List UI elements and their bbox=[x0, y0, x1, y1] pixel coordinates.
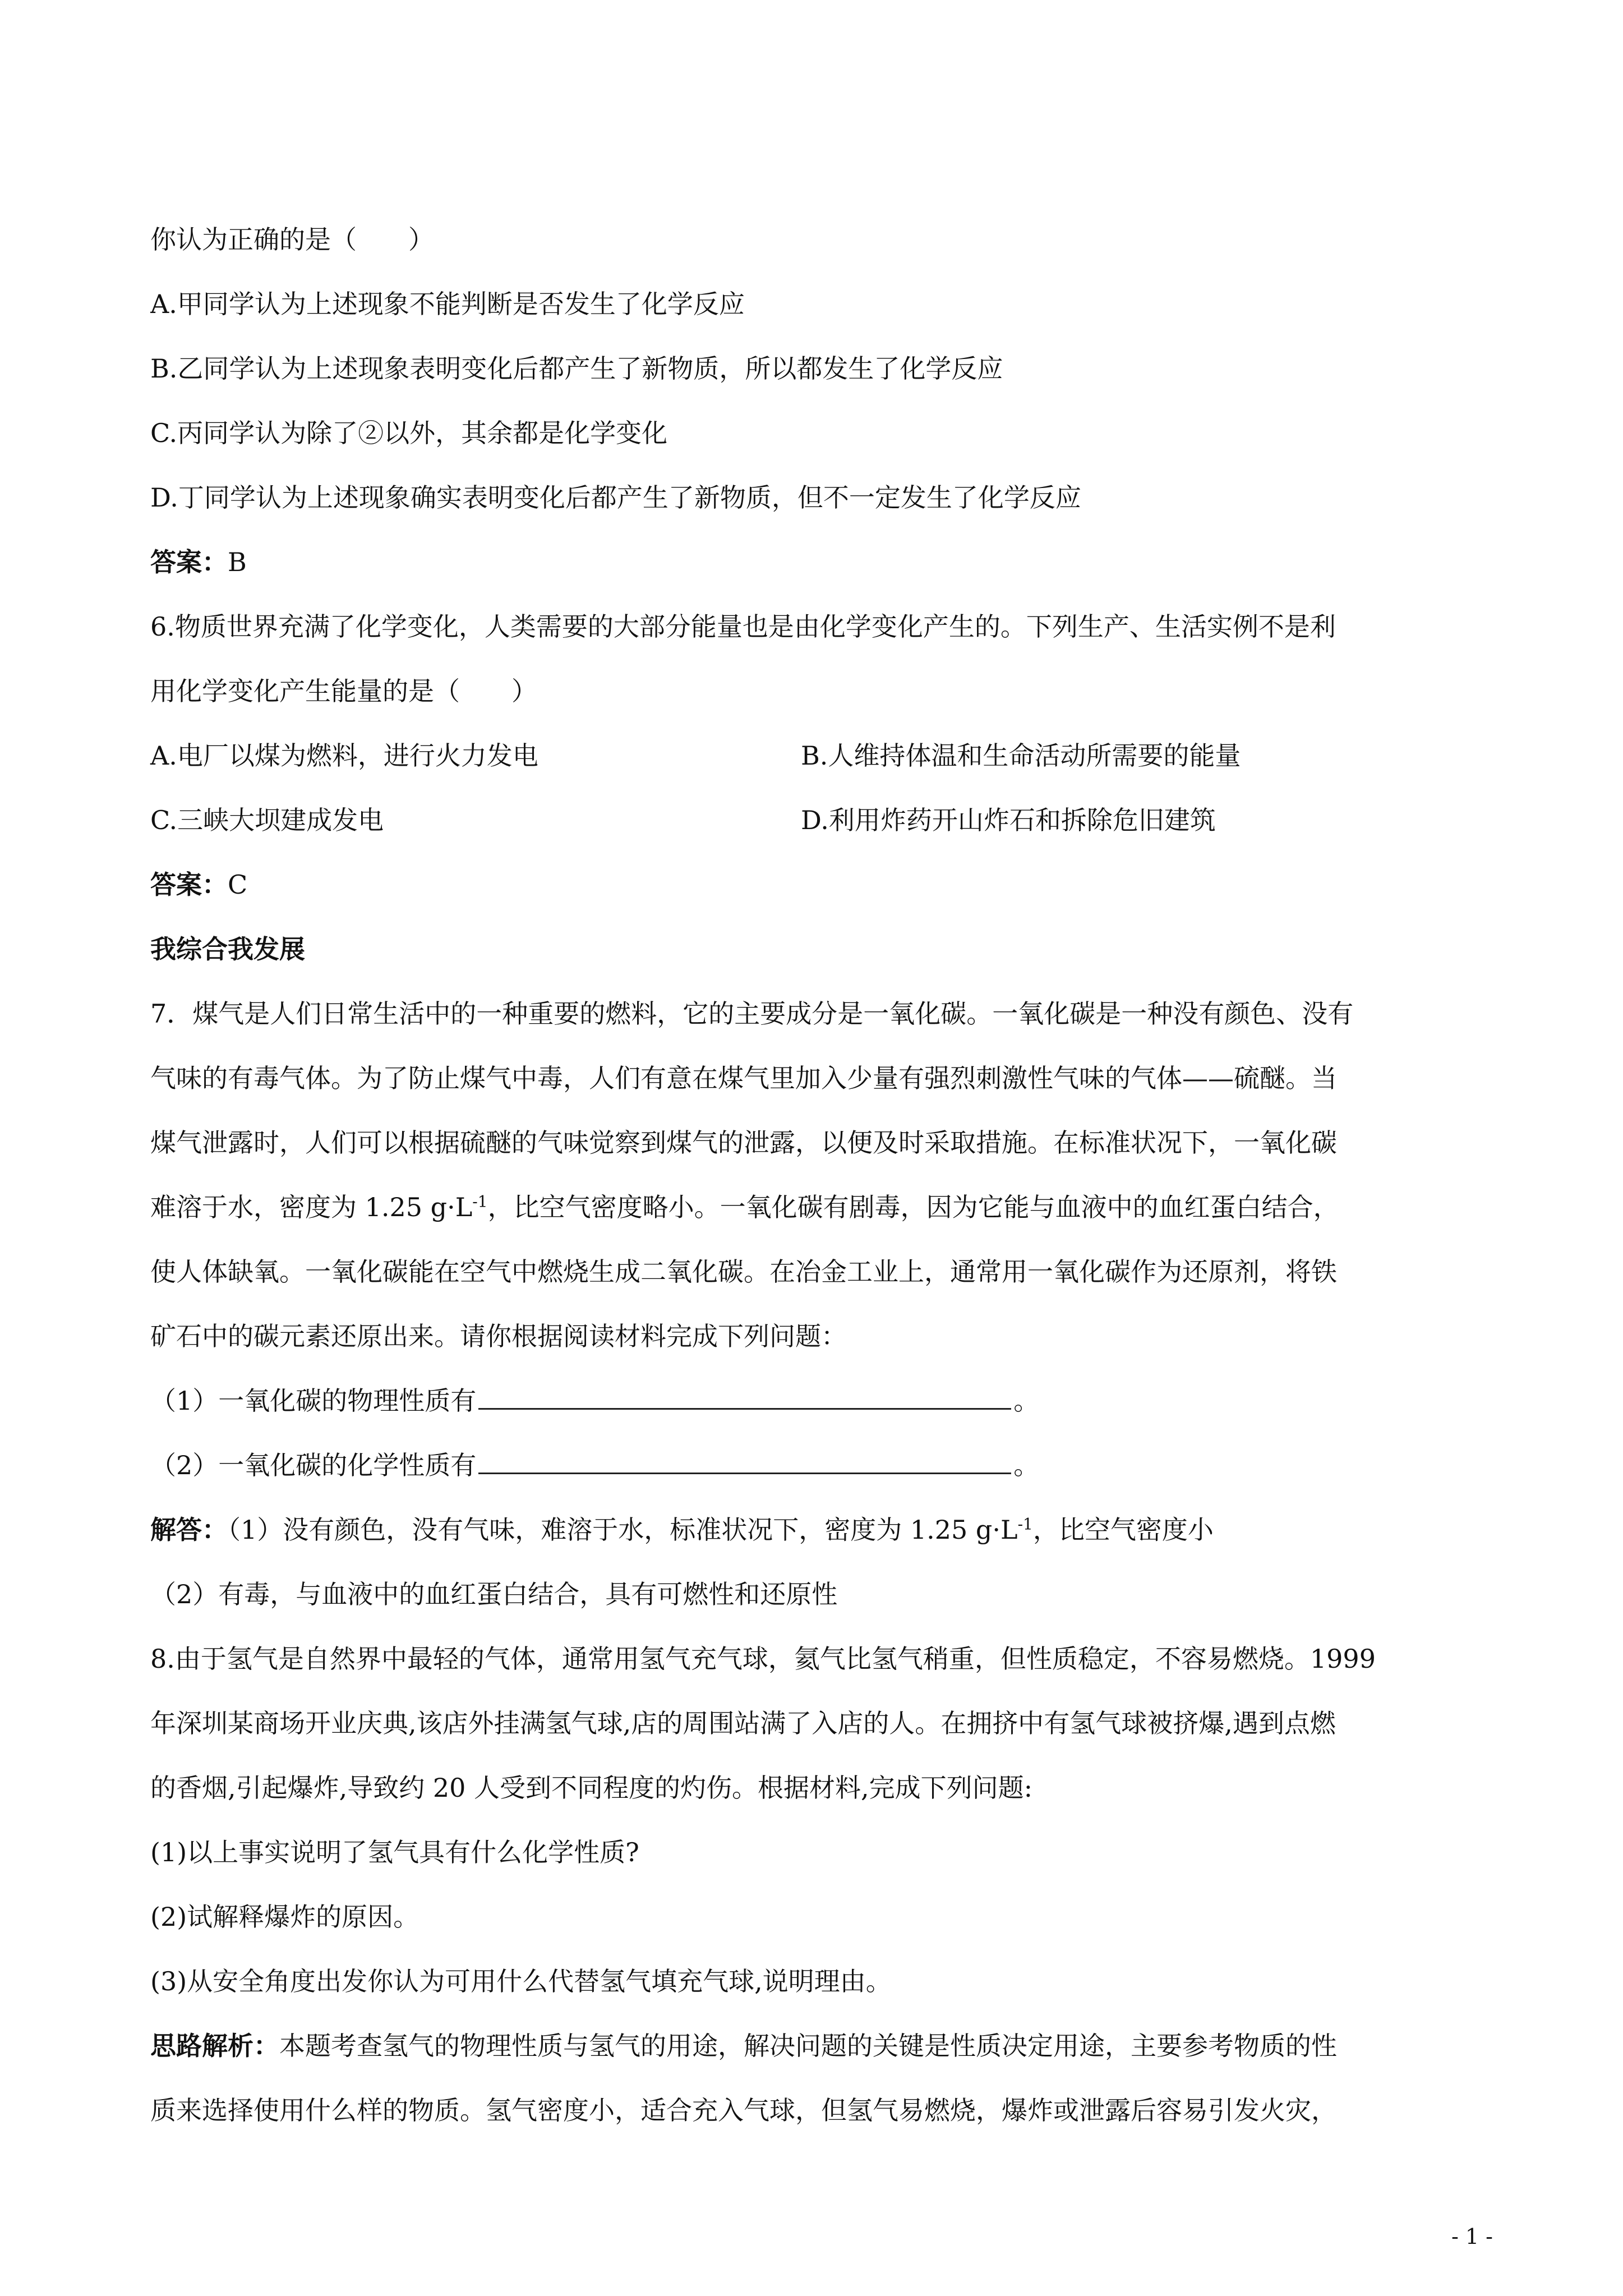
q6-line-2: 用化学变化产生能量的是（ ） bbox=[150, 676, 537, 706]
section-heading: 我综合我发展 bbox=[150, 934, 305, 964]
q5-option-c: C.丙同学认为除了②以外，其余都是化学变化 bbox=[150, 418, 668, 448]
q8-sub-2: (2)试解释爆炸的原因。 bbox=[150, 1902, 419, 1932]
q5-option-d: D.丁同学认为上述现象确实表明变化后都产生了新物质，但不一定发生了化学反应 bbox=[150, 482, 1081, 513]
q7-line-4 bbox=[150, 1175, 1491, 1240]
q7-line-6: 矿石中的碳元素还原出来。请你根据阅读材料完成下列问题： bbox=[150, 1321, 847, 1351]
superscript: -1 bbox=[472, 1192, 488, 1211]
q7-line-2: 气味的有毒气体。为了防止煤气中毒，人们有意在煤气里加入少量有强烈刺激性气味的气体——硫醚。当 bbox=[150, 1063, 1337, 1093]
q6-options-row-2 bbox=[150, 788, 1491, 853]
q8-sub-1: (1)以上事实说明了氢气具有什么化学性质? bbox=[150, 1837, 639, 1867]
q8-sub-3: (3)从安全角度出发你认为可用什么代替氢气填充气球,说明理由。 bbox=[150, 1966, 892, 1996]
q6-option-d: D.利用炸药开山炸石和拆除危旧建筑 bbox=[801, 805, 1216, 835]
page-content bbox=[150, 208, 1491, 2143]
q8-line-1: 8.由于氢气是自然界中最轻的气体，通常用氢气充气球，氦气比氢气稍重，但性质稳定，不容易燃烧。1999 bbox=[150, 1644, 1376, 1674]
q7-line-4-text: 难溶于水，密度为 1.25 g·L bbox=[150, 1192, 473, 1222]
q8-analysis-1 bbox=[150, 2014, 1491, 2078]
q6-option-c: C.三峡大坝建成发电 bbox=[150, 805, 384, 835]
q7-answer-1-text-cont: ，比空气密度小 bbox=[1032, 1515, 1214, 1545]
analysis-label: 思路解析： bbox=[150, 2031, 279, 2061]
q7-sub-2 bbox=[150, 1433, 1491, 1498]
q8-line-2: 年深圳某商场开业庆典,该店外挂满氢气球,店的周围站满了入店的人。在拥挤中有氢气球被挤爆,遇到点燃 bbox=[150, 1708, 1336, 1738]
q8-analysis-2: 质来选择使用什么样的物质。氢气密度小，适合充入气球，但氢气易燃烧，爆炸或泄露后容易引发火灾， bbox=[150, 2095, 1337, 2125]
analysis-text: 本题考查氢气的物理性质与氢气的用途，解决问题的关键是性质决定用途，主要参考物质的性 bbox=[279, 2031, 1337, 2061]
q7-line-4-text-cont: ，比空气密度略小。一氧化碳有剧毒，因为它能与血液中的血红蛋白结合， bbox=[487, 1192, 1339, 1222]
answer-blank bbox=[478, 1383, 1011, 1410]
q6-options-row-1 bbox=[150, 724, 1491, 788]
q5-option-b: B.乙同学认为上述现象表明变化后都产生了新物质，所以都发生了化学反应 bbox=[150, 353, 1003, 384]
q7-sub-1 bbox=[150, 1369, 1491, 1433]
q6-option-a: A.电厂以煤为燃料，进行火力发电 bbox=[150, 740, 538, 771]
q5-answer bbox=[150, 530, 1491, 595]
q7-answer-1-text: （1）没有颜色，没有气味，难溶于水，标准状况下，密度为 1.25 g·L bbox=[228, 1515, 1018, 1545]
period: 。 bbox=[1013, 1386, 1040, 1416]
q6-answer bbox=[150, 853, 1491, 917]
q6-option-b: B.人维持体温和生命活动所需要的能量 bbox=[801, 740, 1241, 771]
answer-label: 答案： bbox=[150, 547, 228, 577]
q7-answer-1 bbox=[150, 1498, 1491, 1562]
answer-label: 答案： bbox=[150, 869, 228, 900]
q7-sub-1-text: （1）一氧化碳的物理性质有 bbox=[150, 1386, 477, 1416]
q7-line-1: 7．煤气是人们日常生活中的一种重要的燃料，它的主要成分是一氧化碳。一氧化碳是一种没有颜色、没有 bbox=[150, 999, 1354, 1029]
answer-label: 解答： bbox=[150, 1515, 228, 1545]
q5-stem: 你认为正确的是（ ） bbox=[150, 224, 434, 255]
answer-blank bbox=[478, 1448, 1011, 1474]
q8-line-3: 的香烟,引起爆炸,导致约 20 人受到不同程度的灼伤。根据材料,完成下列问题: bbox=[150, 1773, 1033, 1803]
q6-line-1: 6.物质世界充满了化学变化，人类需要的大部分能量也是由化学变化产生的。下列生产、生活实例不是利 bbox=[150, 611, 1336, 642]
q7-line-5: 使人体缺氧。一氧化碳能在空气中燃烧生成二氧化碳。在冶金工业上，通常用一氧化碳作为还原剂，将铁 bbox=[150, 1257, 1337, 1287]
superscript: -1 bbox=[1017, 1515, 1033, 1534]
answer-value: B bbox=[228, 547, 247, 577]
q5-option-a: A.甲同学认为上述现象不能判断是否发生了化学反应 bbox=[150, 289, 745, 319]
period: 。 bbox=[1013, 1450, 1040, 1480]
q7-line-3: 煤气泄露时，人们可以根据硫醚的气味觉察到煤气的泄露，以便及时采取措施。在标准状况下，一氧化碳 bbox=[150, 1128, 1337, 1158]
q7-sub-2-text: （2）一氧化碳的化学性质有 bbox=[150, 1450, 477, 1480]
q7-answer-2: （2）有毒，与血液中的血红蛋白结合，具有可燃性和还原性 bbox=[150, 1579, 838, 1609]
answer-value: C bbox=[228, 869, 248, 900]
page-number: - 1 - bbox=[1451, 2224, 1493, 2249]
